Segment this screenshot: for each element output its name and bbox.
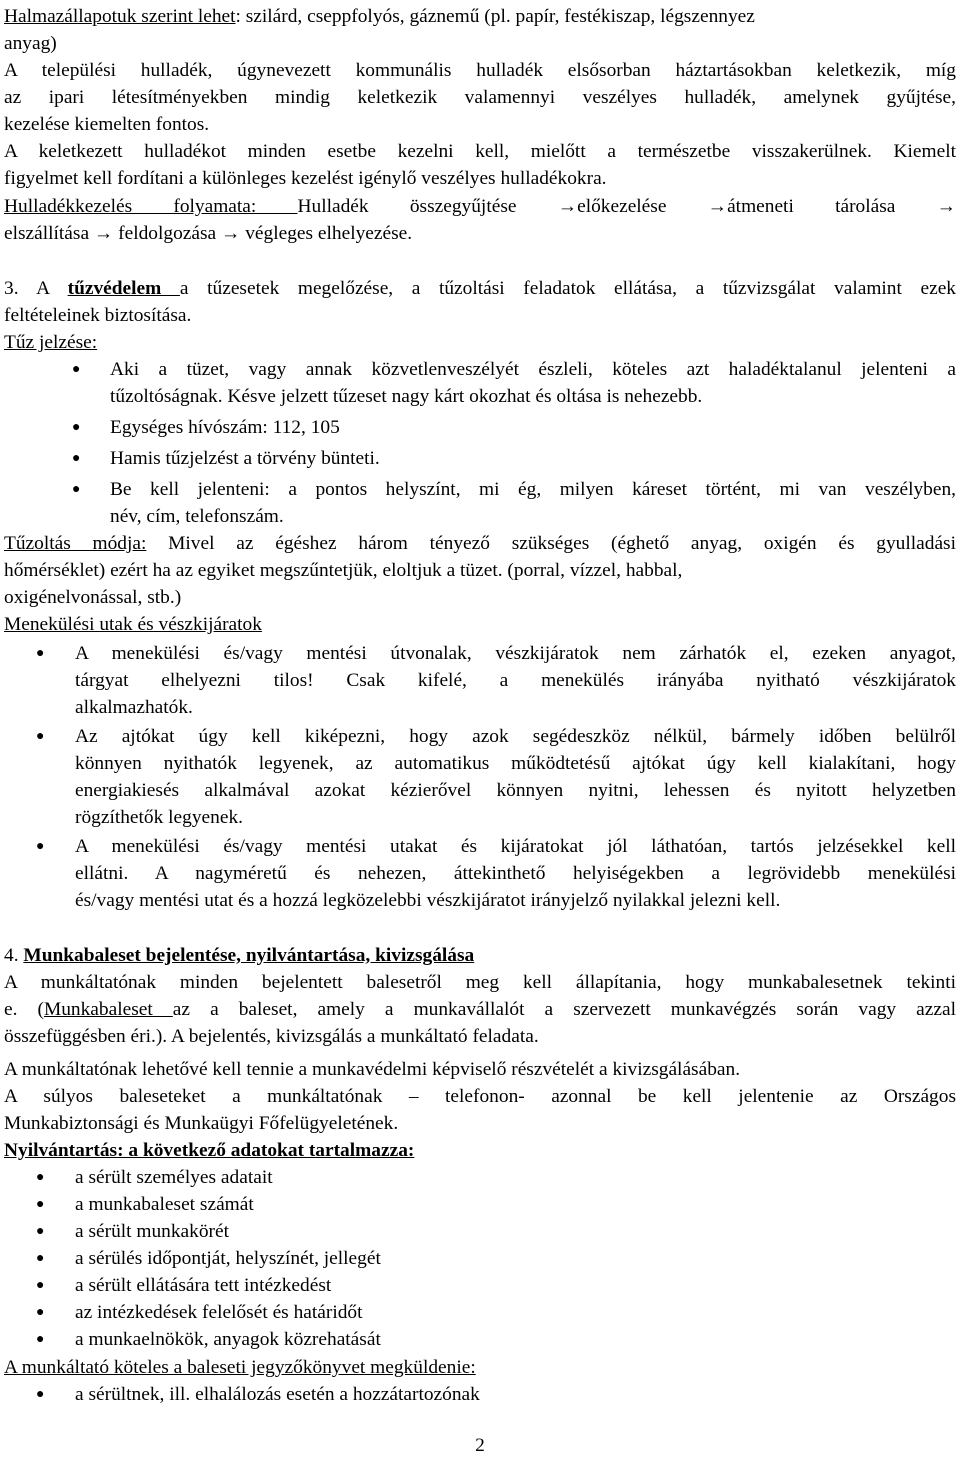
text-line (4, 611, 956, 639)
bullet-icon (36, 1245, 44, 1273)
text-line (4, 942, 956, 970)
text-run: Mivel az égéshez három tényező szükséges (éghető anyag, oxigén és gyulladási (146, 533, 956, 554)
text-line (75, 804, 956, 832)
text-run: Munkabaleset (43, 999, 173, 1020)
text-line (110, 414, 956, 442)
text-line (4, 84, 956, 112)
text-run: a munkabaleset számát (75, 1194, 254, 1215)
text-run: tűzvédelem (67, 278, 180, 299)
bullet-icon (36, 1326, 44, 1354)
text-line (75, 887, 956, 915)
bullet-icon (36, 640, 44, 668)
text-line (4, 165, 956, 193)
text-line (4, 138, 956, 166)
text-line (4, 302, 956, 330)
text-run: A keletkezett hulladékot minden esetbe kezelni kell, mielőtt a természetbe visszakerülnek. Kiemelt (4, 141, 956, 162)
text-line (75, 723, 956, 751)
text-run: A súlyos baleseteket a munkáltatónak – telefonon- azonnal be kell jelentenie az Országos (4, 1086, 956, 1107)
text-run: a munkaelnökök, anyagok közrehatását (75, 1329, 381, 1350)
text-line (4, 1023, 956, 1051)
text-line (75, 1218, 956, 1246)
text-run: a sérült személyes adatait (75, 1167, 273, 1188)
text-run: e. ( (4, 999, 44, 1020)
text-line (75, 640, 956, 668)
text-line (4, 111, 956, 139)
text-run: oxigénelvonással, stb.) (4, 587, 182, 608)
text-run: rögzíthetők legyenek. (75, 807, 243, 828)
text-line (4, 557, 956, 585)
text-line (4, 275, 956, 303)
text-line (4, 193, 956, 221)
text-line (4, 1137, 956, 1165)
text-line (110, 383, 956, 411)
text-line (110, 476, 956, 504)
text-run: Egységes hívószám: 112, 105 (110, 417, 340, 438)
bullet-icon (36, 833, 44, 861)
text-line (4, 57, 956, 85)
text-line (4, 584, 956, 612)
bullet-icon (72, 414, 80, 442)
text-run: figyelmet kell fordítani a különleges kezelést igénylő veszélyes hulladékokra. (4, 168, 607, 189)
text-line (75, 1326, 956, 1354)
text-line (75, 1164, 956, 1192)
text-line (110, 503, 956, 531)
bullet-icon (36, 1191, 44, 1219)
text-line (75, 750, 956, 778)
text-line (75, 694, 956, 722)
text-line (110, 356, 956, 384)
text-line (110, 445, 956, 473)
text-run: Nyilvántartás: a következő adatokat tartalmazza: (4, 1140, 415, 1161)
text-run: és/vagy mentési utat és a hozzá legközelebbi vészkijáratot irányjelző nyilakkal jelezni kell. (75, 890, 781, 911)
text-run: : szilárd, cseppfolyós, gáznemű (pl. papír, festékiszap, légszennyez (235, 6, 755, 27)
text-line (4, 30, 956, 58)
text-line (75, 1381, 956, 1409)
text-run: Hulladékkezelés folyamata: (4, 196, 298, 217)
bullet-icon (36, 1218, 44, 1246)
bullet-icon (36, 1299, 44, 1327)
text-run: hőmérséklet) ezért ha az egyiket megszűntetjük, eloltjuk a tüzet. (porral, vízzel, habbal, (4, 560, 683, 581)
bullet-icon (36, 1164, 44, 1192)
text-run: Hulladék összegyűjtése →előkezelése →átmeneti tárolása → (297, 196, 956, 217)
bullet-icon (72, 476, 80, 504)
text-run: kezelése kiemelten fontos. (4, 114, 210, 135)
text-run: az intézkedések felelősét és határidőt (75, 1302, 363, 1323)
text-line (4, 1083, 956, 1111)
text-run: alkalmazhatók. (75, 697, 193, 718)
text-run: Munkabiztonsági és Munkaügyi Főfelügyeletének. (4, 1113, 399, 1134)
text-line (4, 1056, 956, 1084)
bullet-icon (72, 445, 80, 473)
text-run: A munkáltató köteles a baleseti jegyzőkönyvet megküldenie: (4, 1357, 476, 1378)
text-line (4, 969, 956, 997)
text-run: összefüggésben éri.). A bejelentés, kivizsgálás a munkáltató feladata. (4, 1026, 539, 1047)
text-line (4, 220, 956, 248)
text-line (75, 1191, 956, 1219)
bullet-icon (36, 1272, 44, 1300)
text-line (4, 996, 956, 1024)
text-run: A menekülési és/vagy mentési útvonalak, vészkijáratok nem zárhatók el, ezeken anyagot, (75, 643, 956, 664)
text-run: az ipari létesítményekben mindig keletkezik valamennyi veszélyes hulladék, amelynek gyűjtése, (4, 87, 956, 108)
text-run: a sérülés időpontját, helyszínét, jellegét (75, 1248, 381, 1269)
text-line (75, 667, 956, 695)
text-run: Aki a tüzet, vagy annak közvetlenveszélyét észleli, köteles azt haladéktalanul jelenteni a (110, 359, 956, 380)
text-line (75, 860, 956, 888)
text-run: Hamis tűzjelzést a törvény bünteti. (110, 448, 380, 469)
bullet-icon (72, 356, 80, 384)
text-run: Az ajtókat úgy kell kiképezni, hogy azok segédeszköz nélkül, bármely időben belülről (75, 726, 956, 747)
text-line (75, 833, 956, 861)
bullet-icon (36, 723, 44, 751)
text-run: Be kell jelenteni: a pontos helyszínt, mi ég, milyen káreset történt, mi van veszélyben, (110, 479, 956, 500)
text-run: 3. A (4, 278, 68, 299)
text-run: A települési hulladék, úgynevezett kommunális hulladék elsősorban háztartásokban keletkezik, míg (4, 60, 956, 81)
text-run: könnyen nyithatók legyenek, az automatikus működtetésű ajtókat úgy kell kialakítani, hogy (75, 753, 956, 774)
text-run: Menekülési utak és vészkijáratok (4, 614, 262, 635)
text-line (75, 1299, 956, 1327)
text-line (75, 1272, 956, 1300)
text-run: 4. (4, 945, 24, 966)
text-run: A munkáltatónak minden bejelentett balesetről meg kell állapítania, hogy munkabalesetnek tekinti (4, 972, 956, 993)
text-run: a sérült ellátására tett intézkedést (75, 1275, 332, 1296)
text-line (75, 777, 956, 805)
text-line (4, 3, 956, 31)
text-run: ellátni. A nagyméretű és nehezen, áttekinthető helyiségekben a legrövidebb menekülési (75, 863, 956, 884)
text-run: Tűzoltás módja: (4, 533, 147, 554)
page-number: 2 (475, 1435, 485, 1456)
text-run: feltételeinek biztosítása. (4, 305, 192, 326)
text-run: Halmazállapotuk szerint lehet (4, 6, 236, 27)
text-run: tárgyat elhelyezni tilos! Csak kifelé, a menekülés irányába nyitható vészkijáratok (75, 670, 956, 691)
bullet-icon (36, 1381, 44, 1409)
text-run: A menekülési és/vagy mentési utakat és kijáratokat jól láthatóan, tartós jelzésekkel kell (75, 836, 956, 857)
text-run: elszállítása → feldolgozása → végleges elhelyezése. (4, 223, 413, 244)
text-run: energiakiesés alkalmával azokat kézierővel könnyen nyitni, lehessen és nyitott helyzetben (75, 780, 956, 801)
text-run: Tűz jelzése: (4, 332, 98, 353)
text-run: név, cím, telefonszám. (110, 506, 284, 527)
text-line (4, 1354, 956, 1382)
text-line (75, 1245, 956, 1273)
text-run: a sérültnek, ill. elhalálozás esetén a hozzátartozónak (75, 1384, 480, 1405)
text-line (4, 530, 956, 558)
text-run: A munkáltatónak lehetővé kell tennie a munkavédelmi képviselő részvételét a kivizsgálásában. (4, 1059, 741, 1080)
text-run: az a baleset, amely a munkavállalót a szervezett munkavégzés során vagy azzal (172, 999, 956, 1020)
text-run: a tűzesetek megelőzése, a tűzoltási feladatok ellátása, a tűzvizsgálat valamint ezek (179, 278, 956, 299)
text-run: tűzoltóságnak. Késve jelzett tűzeset nagy kárt okozhat és oltása is nehezebb. (110, 386, 703, 407)
text-line (4, 1110, 956, 1138)
text-run: Munkabaleset bejelentése, nyilvántartása, kivizsgálása (23, 945, 475, 966)
text-line (4, 329, 956, 357)
text-run: a sérült munkakörét (75, 1221, 229, 1242)
text-run: anyag) (4, 33, 57, 54)
